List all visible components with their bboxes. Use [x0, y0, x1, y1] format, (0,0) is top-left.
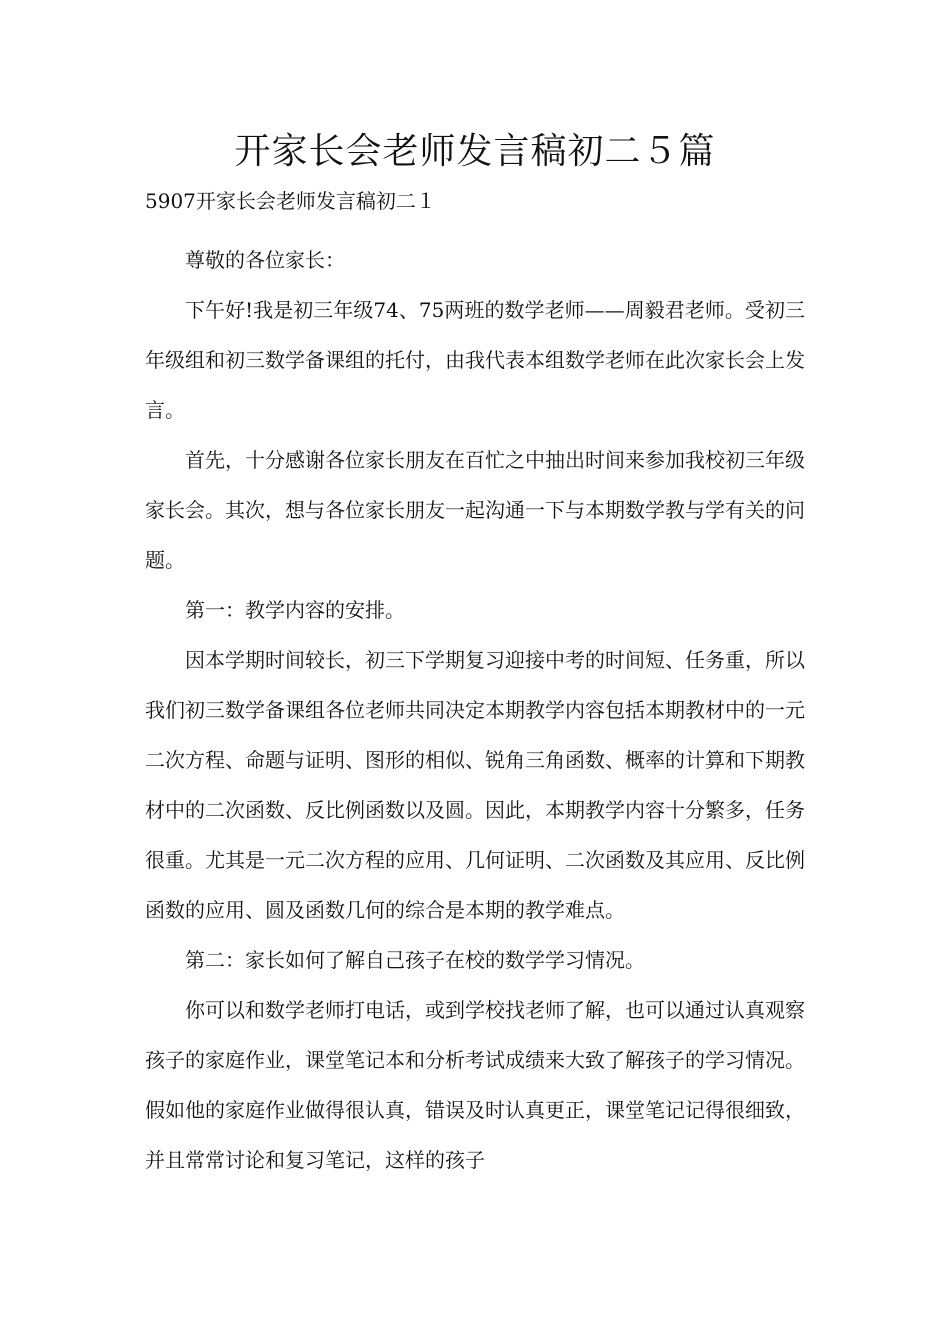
section-heading-parent-understanding: 第二：家长如何了解自己孩子在校的数学学习情况。: [185, 948, 645, 972]
paragraph-introduction: 下午好!我是初三年级74、75两班的数学老师——周毅君老师。受初三年级组和初三数学备课组的托付，由我代表本组数学老师在此次家长会上发言。: [145, 298, 805, 422]
paragraph-thanks: 首先，十分感谢各位家长朋友在百忙之中抽出时间来参加我校初三年级家长会。其次，想与各位家长朋友一起沟通一下与本期数学教与学有关的问题。: [145, 448, 805, 572]
document-body: [145, 235, 805, 1185]
paragraph-greeting: 尊敬的各位家长：: [185, 248, 345, 272]
section-heading-teaching-content: 第一：教学内容的安排。: [185, 598, 405, 622]
paragraph-parent-understanding: 你可以和数学老师打电话，或到学校找老师了解，也可以通过认真观察孩子的家庭作业，课堂笔记本和分析考试成绩来大致了解孩子的学习情况。假如他的家庭作业做得很认真，错误及时认真更正，课堂笔记记得很细致，并且常常讨论和复习笔记，这样的孩子: [145, 998, 805, 1172]
paragraph-teaching-content: 因本学期时间较长，初三下学期复习迎接中考的时间短、任务重，所以我们初三数学备课组各位老师共同决定本期教学内容包括本期教材中的一元二次方程、命题与证明、图形的相似、锐角三角函数、概率的计算和下期教材中的二次函数、反比例函数以及圆。因此，本期教学内容十分繁多，任务很重。尤其是一元二次方程的应用、几何证明、二次函数及其应用、反比例函数的应用、圆及函数几何的综合是本期的教学难点。: [145, 648, 805, 922]
document-subheading: 5907开家长会老师发言稿初二１: [145, 189, 436, 213]
document-title: 开家长会老师发言稿初二５篇: [234, 131, 716, 172]
